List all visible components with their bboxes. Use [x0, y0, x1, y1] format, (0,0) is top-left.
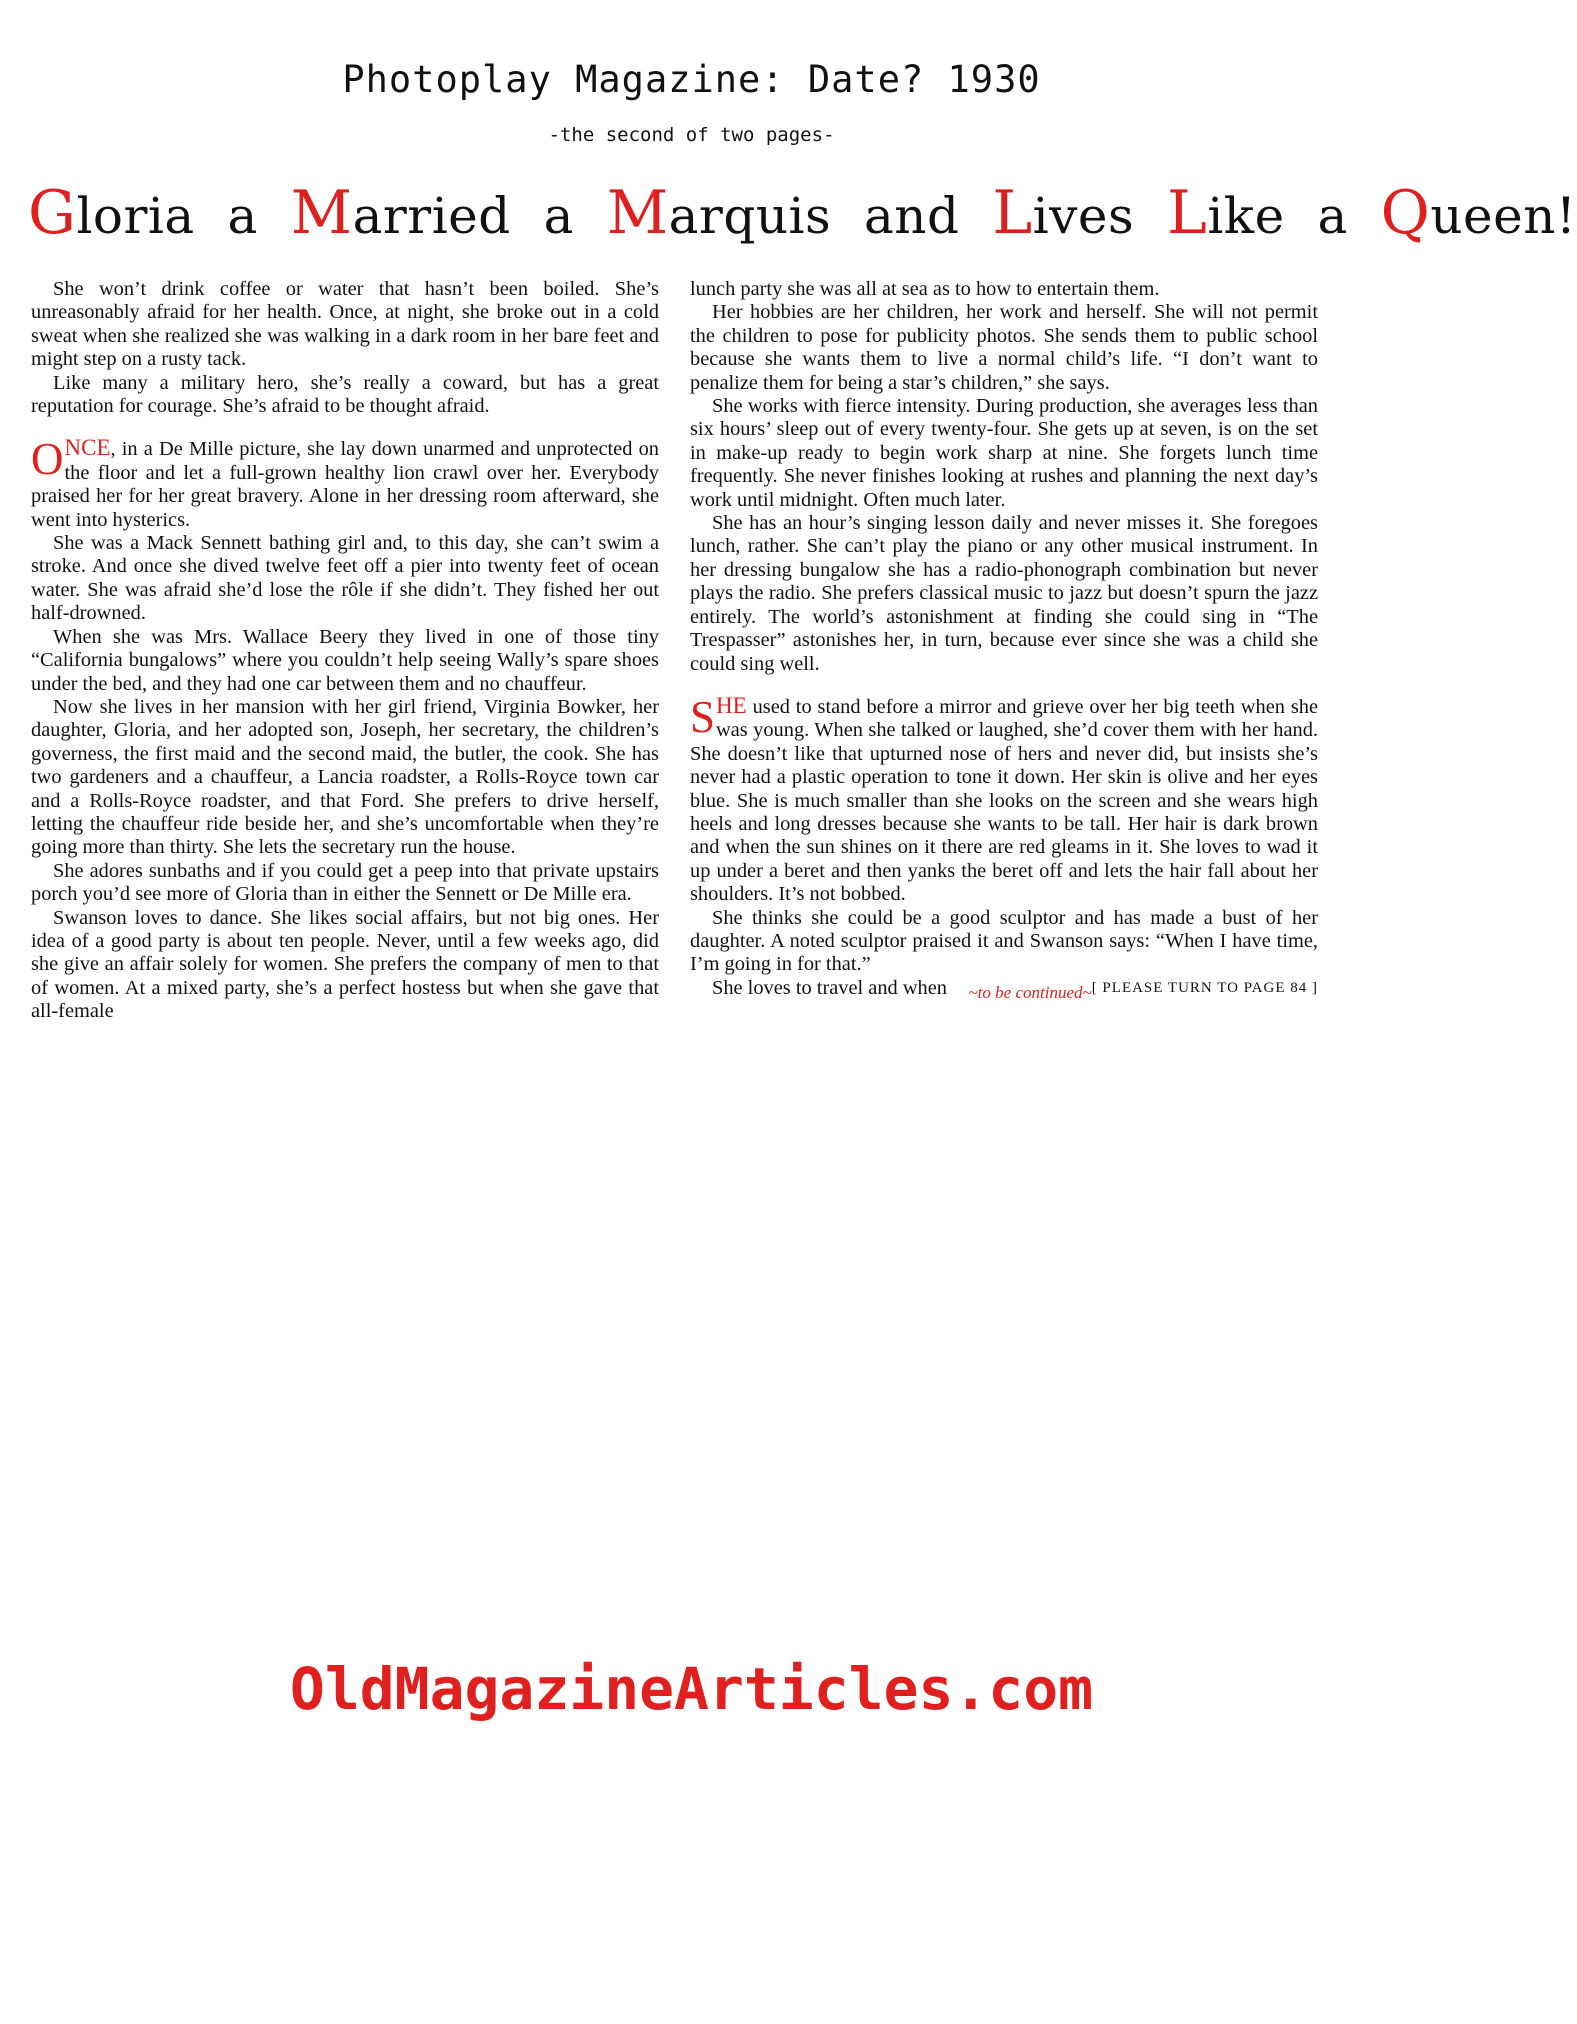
masthead-title: Photoplay Magazine: Date? 1930	[342, 58, 1041, 101]
headline-word	[1166, 178, 1285, 248]
headline-word-rest: a	[227, 187, 258, 245]
drop-word: NCE	[64, 435, 111, 461]
headline-word-rest: ives	[1032, 187, 1135, 245]
paragraph: Swanson loves to dance. She likes social affairs, but not big ones. Her idea of a good party is about ten people. Never, until a few weeks ago, did she give an affair solely for women. She prefers the company of men to that of women. At a mixed party, she’s a perfect hostess but when she gave that all-female	[31, 906, 659, 1023]
headline-word	[28, 178, 195, 248]
headline-word-rest: ueen!	[1430, 187, 1577, 245]
headline-word-rest: arquis	[668, 187, 832, 245]
headline-word	[1318, 187, 1348, 245]
site-watermark: OldMagazineArticles.com	[289, 1655, 1094, 1723]
paragraph: She loves to travel and when	[712, 976, 948, 999]
headline-word	[606, 178, 832, 248]
headline-capital: G	[28, 178, 77, 248]
continued-note: ~to be continued~	[968, 982, 1092, 1002]
paragraph: lunch party she was all at sea as to how to entertain them.	[690, 278, 1160, 300]
paragraph: She adores sunbaths and if you could get a peep into that private upstairs porch you’d see more of Gloria than in either the Sennett or De Mille era.	[31, 859, 659, 906]
paragraph: Like many a military hero, she’s really a coward, but has a great reputation for courage. She’s afraid to be thought afraid.	[31, 371, 659, 418]
headline-word	[290, 178, 511, 248]
masthead-subtitle: -the second of two pages-	[548, 124, 835, 146]
headline-word-rest: arried	[352, 187, 511, 245]
paragraph	[690, 691, 1318, 907]
headline-word-rest: ike	[1207, 187, 1285, 245]
headline-capital: M	[290, 178, 353, 248]
headline-word-rest: loria	[76, 187, 195, 245]
headline	[28, 178, 1577, 248]
headline-word	[544, 187, 574, 245]
paragraph: Her hobbies are her children, her work and herself. She will not permit the children to pose for publicity photos. She sends them to public school because she wants them to live a normal child’s life. “I don’t want to penalize them for being a star’s children,” she says.	[690, 301, 1318, 394]
article-column-left	[31, 278, 659, 1024]
paragraph-text: used to stand before a mirror and grieve over her big teeth when she was young. When she talked or laughed, she’d cover them with her hand. She doesn’t like that upturned nose of hers and never did, but insists she’s never had a plastic operation to tone it down. Her skin is olive and her eyes blue. She is much smaller than she looks on the screen and she wears high heels and long dresses because she wants to be tall. Her hair is dark brown and when the sun shines on it there are red gleams in it. She loves to wad it up under a beret and then yanks the beret off and lets the hair fall about her shoulders. It’s not bobbed.	[690, 695, 1318, 906]
paragraph: Now she lives in her mansion with her girl friend, Virginia Bowker, her daughter, Gloria, and her adopted son, Joseph, her secretary, the children’s governess, the first maid and the second maid, the butler, the cook. She has two gardeners and a chauffeur, a Lancia roadster, a Rolls-Royce town car and a Rolls-Royce roadster, and that Ford. She prefers to drive herself, letting the chauffeur ride beside her, and she’s uncomfortable when they’re going more than thirty. She lets the secretary run the house.	[31, 695, 659, 859]
paragraph-text: , in a De Mille picture, she lay down unarmed and unprotected on the floor and let a full-grown healthy lion crawl over her. Everybody praised her for her great bravery. Alone in her dressing room afterward, she went into hysterics.	[31, 438, 659, 531]
paragraph: She works with fierce intensity. During production, she averages less than six hours’ sleep out of every twenty-four. She gets up at seven, is on the set in make-up ready to begin work sharp at nine. She forgets lunch time frequently. She never finishes looking at rushes and planning the next day’s work until midnight. Often much later.	[690, 395, 1318, 511]
paragraph	[31, 436, 659, 532]
headline-word-rest: and	[864, 187, 960, 245]
headline-word-rest: a	[1317, 187, 1348, 245]
drop-cap: O	[31, 434, 64, 485]
drop-cap: S	[690, 691, 716, 742]
paragraph: She won’t drink coffee or water that hasn’t been boiled. She’s unreasonably afraid for her health. Once, at night, she broke out in a cold sweat when she realized she was walking in a dark room in her bare feet and might step on a rusty tack.	[31, 278, 659, 371]
headline-word	[1380, 178, 1577, 248]
headline-capital: M	[606, 178, 669, 248]
page-turn-notice: [ PLEASE TURN TO PAGE 84 ]	[1091, 979, 1318, 996]
article-column-right	[690, 278, 1318, 1004]
headline-word	[228, 187, 258, 245]
headline-word	[864, 187, 960, 245]
headline-word	[992, 178, 1135, 248]
paragraph: She has an hour’s singing lesson daily and never misses it. She foregoes lunch, rather. She can’t play the piano or any other musical instrument. In her dressing bungalow she has a radio-phonograph combination but never plays the radio. She prefers classical music to jazz but doesn’t spurn the jazz entirely. The world’s astonishment at finding she could sing in “The Trespasser” astonishes her, in turn, because ever since she was a child she could sing well.	[690, 512, 1318, 675]
paragraph: When she was Mrs. Wallace Beery they lived in one of those tiny “California bungalows” where you couldn’t help seeing Wally’s spare shoes under the bed, and they had one car between them and no chauffeur.	[31, 625, 659, 695]
headline-capital: L	[1166, 178, 1208, 248]
paragraph: She thinks she could be a good sculptor and has made a bust of her daughter. A noted sculptor praised it and Swanson says: “When I have time, I’m going in for that.”	[690, 906, 1318, 976]
paragraph: She was a Mack Sennett bathing girl and, to this day, she can’t swim a stroke. And once she dived twelve feet off a pier into twenty feet of ocean water. She was afraid she’d lose the rôle if she didn’t. They fished her out half-drowned.	[31, 532, 659, 625]
headline-word-rest: a	[543, 187, 574, 245]
headline-capital: L	[992, 178, 1033, 248]
drop-word: HE	[716, 692, 747, 718]
headline-capital: Q	[1380, 178, 1431, 248]
